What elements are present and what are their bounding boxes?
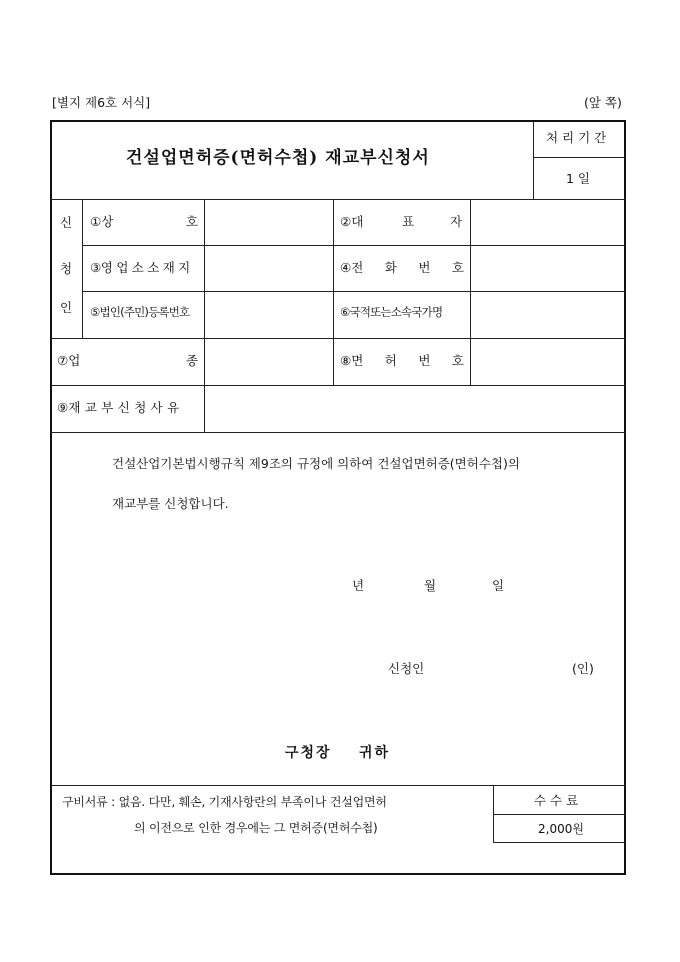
date-day: 일 — [492, 578, 505, 593]
registration-number-label: ⑤법인(주민)등록번호 — [90, 305, 190, 319]
representative-field[interactable] — [471, 200, 625, 245]
seal-mark: (인) — [572, 661, 594, 676]
reissue-reason-label: ⑨재 교 부 신 청 사 유 — [57, 400, 180, 415]
nationality-field[interactable] — [471, 292, 625, 338]
recipient-office: 구청장 — [285, 745, 332, 761]
business-address-label: ③영 업 소 소 재 지 — [90, 260, 190, 275]
required-documents-line-2: 의 이전으로 인한 경우에는 그 면허증(면허수첩) — [134, 821, 378, 835]
fee-label: 수 수 료 — [534, 793, 579, 808]
processing-period-value: 1 일 — [566, 171, 591, 186]
processing-column-line — [533, 121, 534, 199]
reissue-reason-field[interactable] — [205, 386, 625, 432]
fee-bottom-line — [493, 842, 626, 843]
company-name-field[interactable] — [205, 200, 332, 245]
fee-value: 2,000원 — [538, 822, 584, 836]
company-name-label-end: 호 — [186, 214, 199, 229]
company-name-label: ①상 — [90, 214, 114, 229]
required-documents-line-1: 구비서류 : 없음. 다만, 훼손, 기재사항란의 부족이나 건설업면허 — [62, 795, 387, 809]
form-number-label: [별지 제6호 서식] — [52, 95, 151, 110]
applicant-group-line — [82, 199, 83, 338]
applicant-group-char-3: 인 — [60, 300, 73, 315]
statement-line-2: 재교부를 신청합니다. — [112, 496, 229, 511]
representative-label-end: 자 — [450, 214, 463, 229]
page-side-label: (앞 쪽) — [584, 95, 622, 110]
representative-label-mid: 표 — [402, 214, 415, 229]
row-line-6 — [51, 432, 626, 433]
date-month: 월 — [424, 578, 437, 593]
representative-label: ②대 — [340, 214, 364, 229]
date-year: 년 — [352, 578, 365, 593]
applicant-group-char-2: 청 — [60, 261, 73, 276]
middle-column-line — [333, 199, 334, 385]
statement-line-1: 건설산업기본법시행규칙 제9조의 규정에 의하여 건설업면허증(면허수첩)의 — [112, 456, 520, 471]
business-type-field[interactable] — [205, 339, 332, 385]
recipient-honorific: 귀하 — [359, 745, 391, 761]
applicant-signature-label: 신청인 — [388, 661, 425, 676]
registration-number-field[interactable] — [205, 292, 332, 338]
form-title: 건설업면허증(면허수첩) 재교부신청서 — [126, 148, 430, 168]
business-type-label: ⑦업 — [57, 353, 81, 368]
row-line-7 — [51, 785, 626, 786]
business-address-field[interactable] — [205, 246, 332, 291]
processing-period-label: 처 리 기 간 — [546, 130, 607, 145]
phone-label: ④전 화 번 호 — [340, 260, 464, 275]
license-number-label: ⑧면 허 번 호 — [340, 353, 464, 368]
nationality-label: ⑥국적또는소속국가명 — [340, 305, 443, 319]
applicant-group-char-1: 신 — [60, 215, 73, 230]
fee-column-line — [493, 785, 494, 842]
fee-divider — [493, 814, 626, 815]
license-number-field[interactable] — [471, 339, 625, 385]
processing-divider — [533, 157, 626, 158]
phone-field[interactable] — [471, 246, 625, 291]
business-type-label-end: 종 — [186, 353, 199, 368]
